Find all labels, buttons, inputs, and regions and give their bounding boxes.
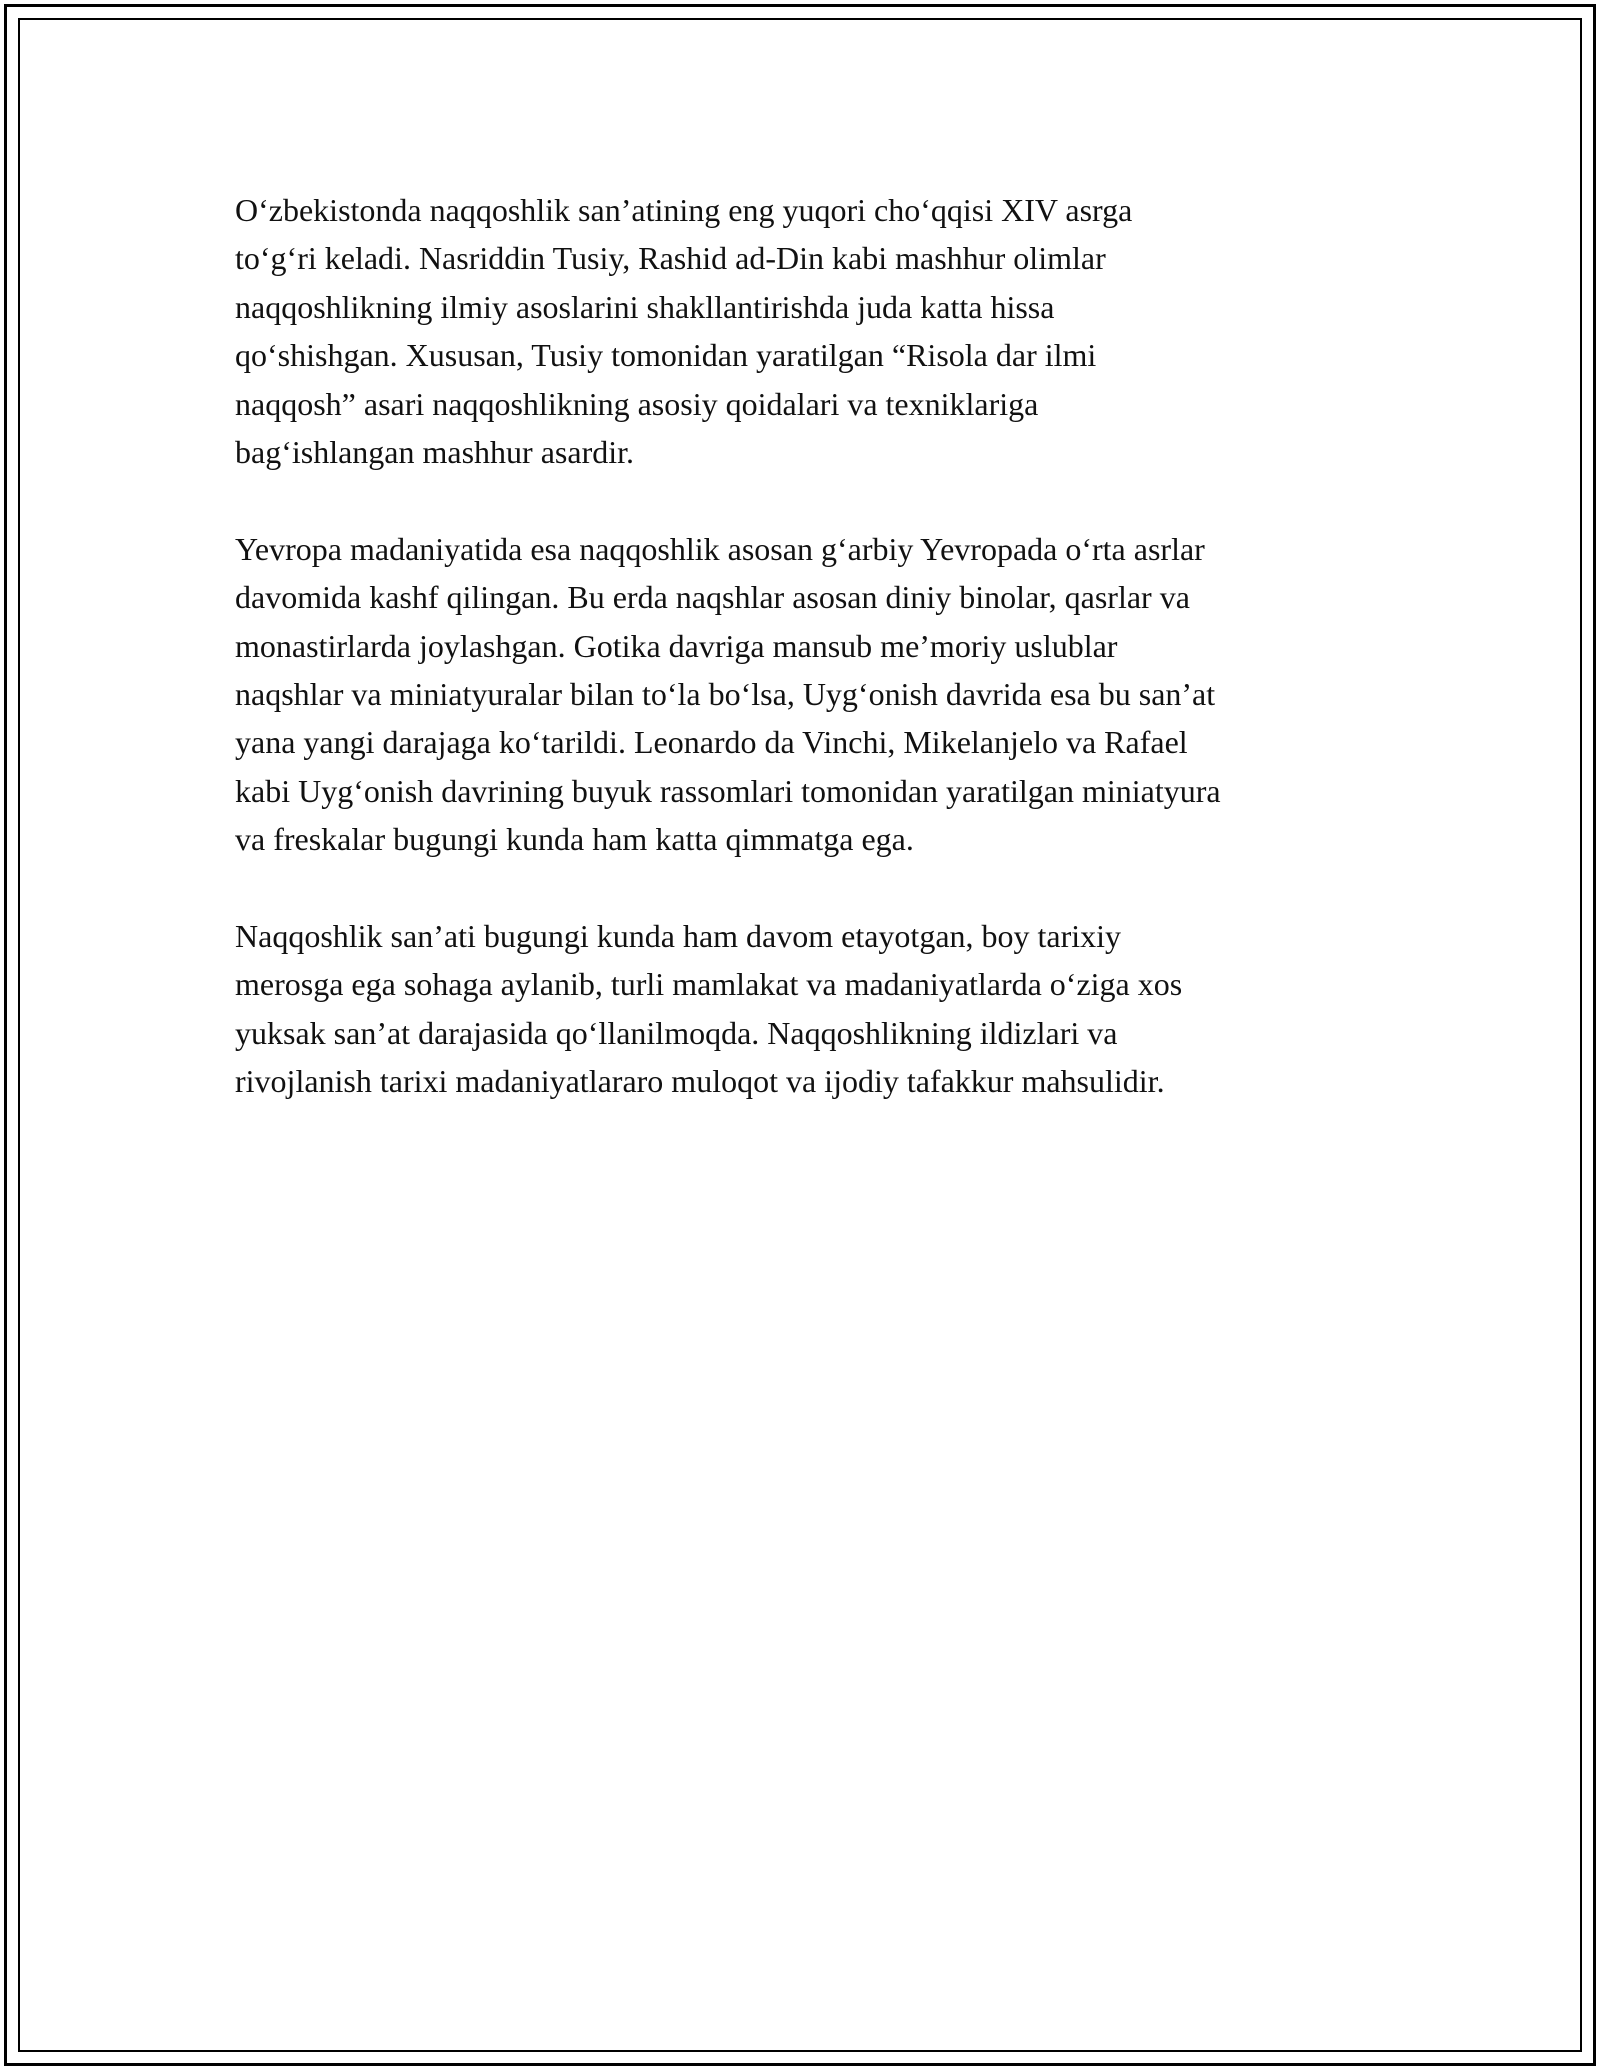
paragraph-2: Yevropa madaniyatida esa naqqoshlik asosan g‘arbiy Yevropada o‘rta asrlar davomida kashf qilingan. Bu erda naqshlar asosan diniy binolar, qasrlar va monastirlarda joylashgan. Gotika davriga mansub me’moriy uslublar naqshlar va miniatyuralar bilan to‘la bo‘lsa, Uyg‘onish davrida esa bu san’at yana yangi darajaga ko‘tarildi. Leonardo da Vinchi, Mikelanjelo va Rafael kabi Uyg‘onish davrining buyuk rassomlari tomonidan yaratilgan miniatyura va freskalar bugungi kunda ham katta qimmatga ega. bbox=[235, 530, 1221, 858]
document-body bbox=[235, 186, 1385, 1154]
paragraph-1: O‘zbekistonda naqqoshlik san’atining eng yuqori cho‘qqisi XIV asrga to‘g‘ri keladi. Nasriddin Tusiy, Rashid ad-Din kabi mashhur olimlar naqqoshlikning ilmiy asoslarini shakllantirishda juda katta hissa qo‘shishgan. Xususan, Tusiy tomonidan yaratilgan “Risola dar ilmi naqqosh” asari naqqoshlikning asosiy qoidalari va texniklariga bag‘ishlangan mashhur asardir. bbox=[235, 192, 1133, 471]
paragraph-3: Naqqoshlik san’ati bugungi kunda ham davom etayotgan, boy tarixiy merosga ega sohaga aylanib, turli mamlakat va madaniyatlarda o‘ziga xos yuksak san’at darajasida qo‘llanilmoqda. Naqqoshlikning ildizlari va rivojlanish tarixi madaniyatlararo muloqot va ijodiy tafakkur mahsulidir. bbox=[235, 918, 1183, 1100]
